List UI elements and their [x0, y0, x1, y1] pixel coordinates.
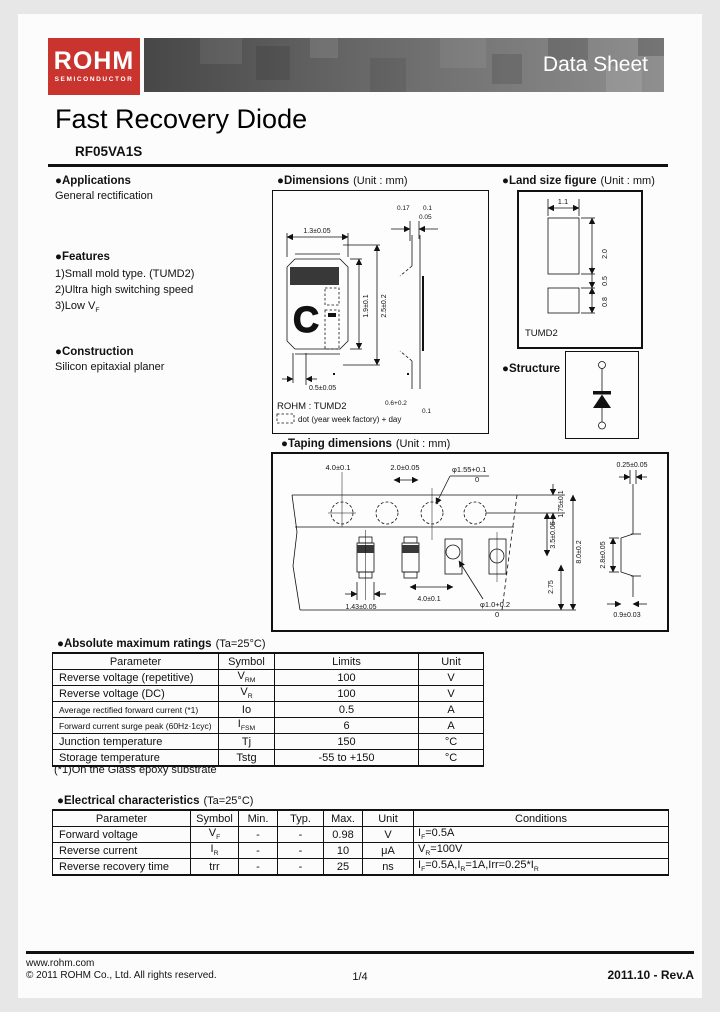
structure-figure [565, 351, 639, 439]
unit-cell: V [363, 827, 414, 843]
col-header: Max. [324, 810, 363, 827]
land-unit: (Unit : mm) [600, 175, 655, 187]
svg-text:2.0±0.05: 2.0±0.05 [390, 463, 420, 472]
svg-text:φ1.55+0.1: φ1.55+0.1 [452, 465, 487, 474]
banner-mosaic [370, 58, 406, 92]
col-header: Symbol [191, 810, 239, 827]
features-list [55, 266, 194, 319]
taping-unit: (Unit : mm) [395, 438, 451, 450]
limits-cell: 6 [275, 718, 419, 734]
parameter-cell: Forward voltage [53, 827, 191, 843]
unit-cell: °C [419, 750, 484, 767]
unit-cell: °C [419, 734, 484, 750]
svg-text:0.9±0.03: 0.9±0.03 [613, 612, 641, 619]
col-header: Unit [363, 810, 414, 827]
taping-heading: ●Taping dimensions (Unit : mm) [281, 438, 451, 450]
svg-text:1.3±0.05: 1.3±0.05 [303, 228, 331, 235]
abs-max-table [52, 652, 484, 767]
table-row [53, 702, 484, 718]
symbol-cell: Tj [219, 734, 275, 750]
symbol-cell: $I_{FSM}$ [219, 718, 275, 734]
parameter-cell: Reverse current [53, 843, 191, 859]
table-row [53, 670, 484, 686]
table-row [53, 718, 484, 734]
land-drawing [519, 192, 637, 343]
taping-figure [271, 452, 669, 632]
feature-item: 2)Ultra high switching speed [55, 284, 194, 296]
svg-text:2.0: 2.0 [602, 249, 609, 259]
symbol-cell: $V_R$ [219, 686, 275, 702]
svg-text:ROHM : TUMD2: ROHM : TUMD2 [277, 401, 347, 412]
rohm-logo [48, 38, 140, 95]
svg-text:C: C [293, 299, 319, 340]
parameter-cell: Reverse recovery time [53, 859, 191, 876]
svg-text:0.17: 0.17 [397, 205, 410, 212]
elec-condition: (Ta=25°C) [203, 795, 254, 807]
abs-max-heading: ●Absolute maximum ratings (Ta=25°C) [57, 638, 266, 650]
svg-text:0.6+0.2: 0.6+0.2 [385, 400, 407, 407]
symbol-cell: trr [191, 859, 239, 876]
svg-text:0.8: 0.8 [602, 297, 609, 307]
applications-heading: ●Applications [55, 175, 131, 187]
conditions-cell: $I_F=0.5A,I_R=1A,Irr=0.25*I_R$ [414, 859, 669, 876]
footer-rule [26, 951, 694, 954]
min-cell: - [239, 859, 278, 876]
unit-cell: A [419, 718, 484, 734]
table-row [53, 843, 669, 859]
elec-table [52, 809, 669, 876]
col-header: Min. [239, 810, 278, 827]
structure-heading: ●Structure [502, 363, 561, 375]
symbol-cell: $V_F$ [191, 827, 239, 843]
svg-text:4.0±0.1: 4.0±0.1 [417, 596, 441, 603]
svg-text:1.43±0.05: 1.43±0.05 [345, 604, 377, 611]
dimensions-figure [272, 190, 489, 434]
table-row [53, 686, 484, 702]
parameter-cell: Reverse voltage (DC) [53, 686, 219, 702]
land-figure [517, 190, 643, 349]
banner-mosaic [492, 54, 522, 84]
max-cell: 0.98 [324, 827, 363, 843]
col-header: Typ. [278, 810, 324, 827]
rohm-logo-text: ROHM [53, 47, 135, 75]
unit-cell: ns [363, 859, 414, 876]
svg-text:0.1: 0.1 [423, 205, 433, 212]
table-row [53, 859, 669, 876]
conditions-cell: $I_F=0.5A$ [414, 827, 669, 843]
footer-revision: 2011.10 - Rev.A [607, 968, 694, 982]
svg-text:4.0±0.1: 4.0±0.1 [325, 463, 351, 472]
min-cell: - [239, 843, 278, 859]
svg-text:2.75: 2.75 [548, 580, 555, 594]
limits-cell: 0.5 [275, 702, 419, 718]
col-header: Parameter [53, 810, 191, 827]
datasheet-page [18, 14, 702, 998]
svg-text:0.5±0.05: 0.5±0.05 [309, 385, 337, 392]
construction-body: Silicon epitaxial planer [55, 361, 165, 373]
svg-text:dot (year week factory) + day: dot (year week factory) + day [298, 415, 402, 424]
svg-text:3.5±0.05: 3.5±0.05 [550, 521, 557, 549]
taping-drawing [273, 454, 663, 626]
symbol-cell: Io [219, 702, 275, 718]
banner-mosaic [310, 38, 338, 58]
typ-cell: - [278, 843, 324, 859]
table-header-row [53, 653, 484, 670]
col-header: Limits [275, 653, 419, 670]
limits-cell: -55 to +150 [275, 750, 419, 767]
banner-mosaic [256, 46, 290, 80]
parameter-cell: Forward current surge peak (60Hz·1cyc) [53, 718, 219, 734]
banner-title: Data Sheet [542, 53, 648, 76]
limits-cell: 150 [275, 734, 419, 750]
banner-mosaic [440, 38, 486, 68]
col-header: Unit [419, 653, 484, 670]
max-cell: 10 [324, 843, 363, 859]
unit-cell: V [419, 670, 484, 686]
footer-copyright: © 2011 ROHM Co., Ltd. All rights reserved. [26, 970, 217, 981]
limits-cell: 100 [275, 670, 419, 686]
feature-item: 1)Small mold type. (TUMD2) [55, 268, 195, 280]
table-row [53, 827, 669, 843]
svg-text:2.5±0.2: 2.5±0.2 [381, 294, 388, 318]
svg-text:0.25±0.05: 0.25±0.05 [616, 462, 648, 469]
parameter-cell: Junction temperature [53, 734, 219, 750]
diode-symbol [566, 352, 638, 438]
max-cell: 25 [324, 859, 363, 876]
typ-cell: - [278, 827, 324, 843]
abs-max-condition: (Ta=25°C) [215, 638, 266, 650]
unit-cell: μA [363, 843, 414, 859]
symbol-cell: $I_R$ [191, 843, 239, 859]
applications-body: General rectification [55, 190, 153, 202]
col-header: Parameter [53, 653, 219, 670]
features-heading: ●Features [55, 251, 110, 263]
dimensions-unit: (Unit : mm) [353, 175, 408, 187]
footer-page-number: 1/4 [352, 971, 368, 983]
dimensions-heading: ●Dimensions (Unit : mm) [277, 175, 408, 187]
svg-text:1.1: 1.1 [557, 197, 569, 206]
svg-text:φ1.0+0.2: φ1.0+0.2 [480, 600, 511, 609]
svg-text:2.8±0.05: 2.8±0.05 [600, 541, 607, 569]
abs-max-note: (*1)On the Glass epoxy substrate [54, 764, 217, 776]
svg-text:0: 0 [495, 610, 500, 619]
unit-cell: A [419, 702, 484, 718]
feature-item: 3)Low $V_F$ [55, 300, 100, 315]
part-number: RF05VA1S [75, 144, 143, 159]
col-header: Symbol [219, 653, 275, 670]
svg-text:8.0±0.2: 8.0±0.2 [576, 540, 583, 564]
header-banner [144, 38, 664, 92]
svg-text:TUMD2: TUMD2 [525, 328, 558, 339]
conditions-cell: $V_R=100V$ [414, 843, 669, 859]
parameter-cell: Average rectified forward current (*1) [53, 702, 219, 718]
parameter-cell: Storage temperature [53, 750, 219, 767]
elec-heading: ●Electrical characteristics (Ta=25°C) [57, 795, 254, 807]
svg-text:1.75±0.1: 1.75±0.1 [558, 490, 565, 518]
table-header-row [53, 810, 669, 827]
limits-cell: 100 [275, 686, 419, 702]
banner-mosaic [200, 38, 242, 64]
parameter-cell: Reverse voltage (repetitive) [53, 670, 219, 686]
table-row [53, 734, 484, 750]
construction-heading: ●Construction [55, 346, 134, 358]
typ-cell: - [278, 859, 324, 876]
title-rule [48, 164, 668, 167]
min-cell: - [239, 827, 278, 843]
rohm-logo-subtext: SEMICONDUCTOR [54, 76, 134, 83]
svg-text:0.5: 0.5 [602, 276, 609, 286]
col-header: Conditions [414, 810, 669, 827]
page-title: Fast Recovery Diode [55, 104, 308, 134]
svg-text:0: 0 [475, 475, 480, 484]
svg-text:1.9±0.1: 1.9±0.1 [363, 294, 370, 318]
footer-url: www.rohm.com [26, 958, 95, 969]
land-heading: ●Land size figure (Unit : mm) [502, 175, 655, 187]
symbol-cell: $V_{RM}$ [219, 670, 275, 686]
unit-cell: V [419, 686, 484, 702]
svg-text:0.05: 0.05 [419, 214, 432, 221]
svg-text:0.1: 0.1 [422, 408, 432, 415]
dimensions-drawing [273, 191, 488, 433]
symbol-cell: Tstg [219, 750, 275, 767]
